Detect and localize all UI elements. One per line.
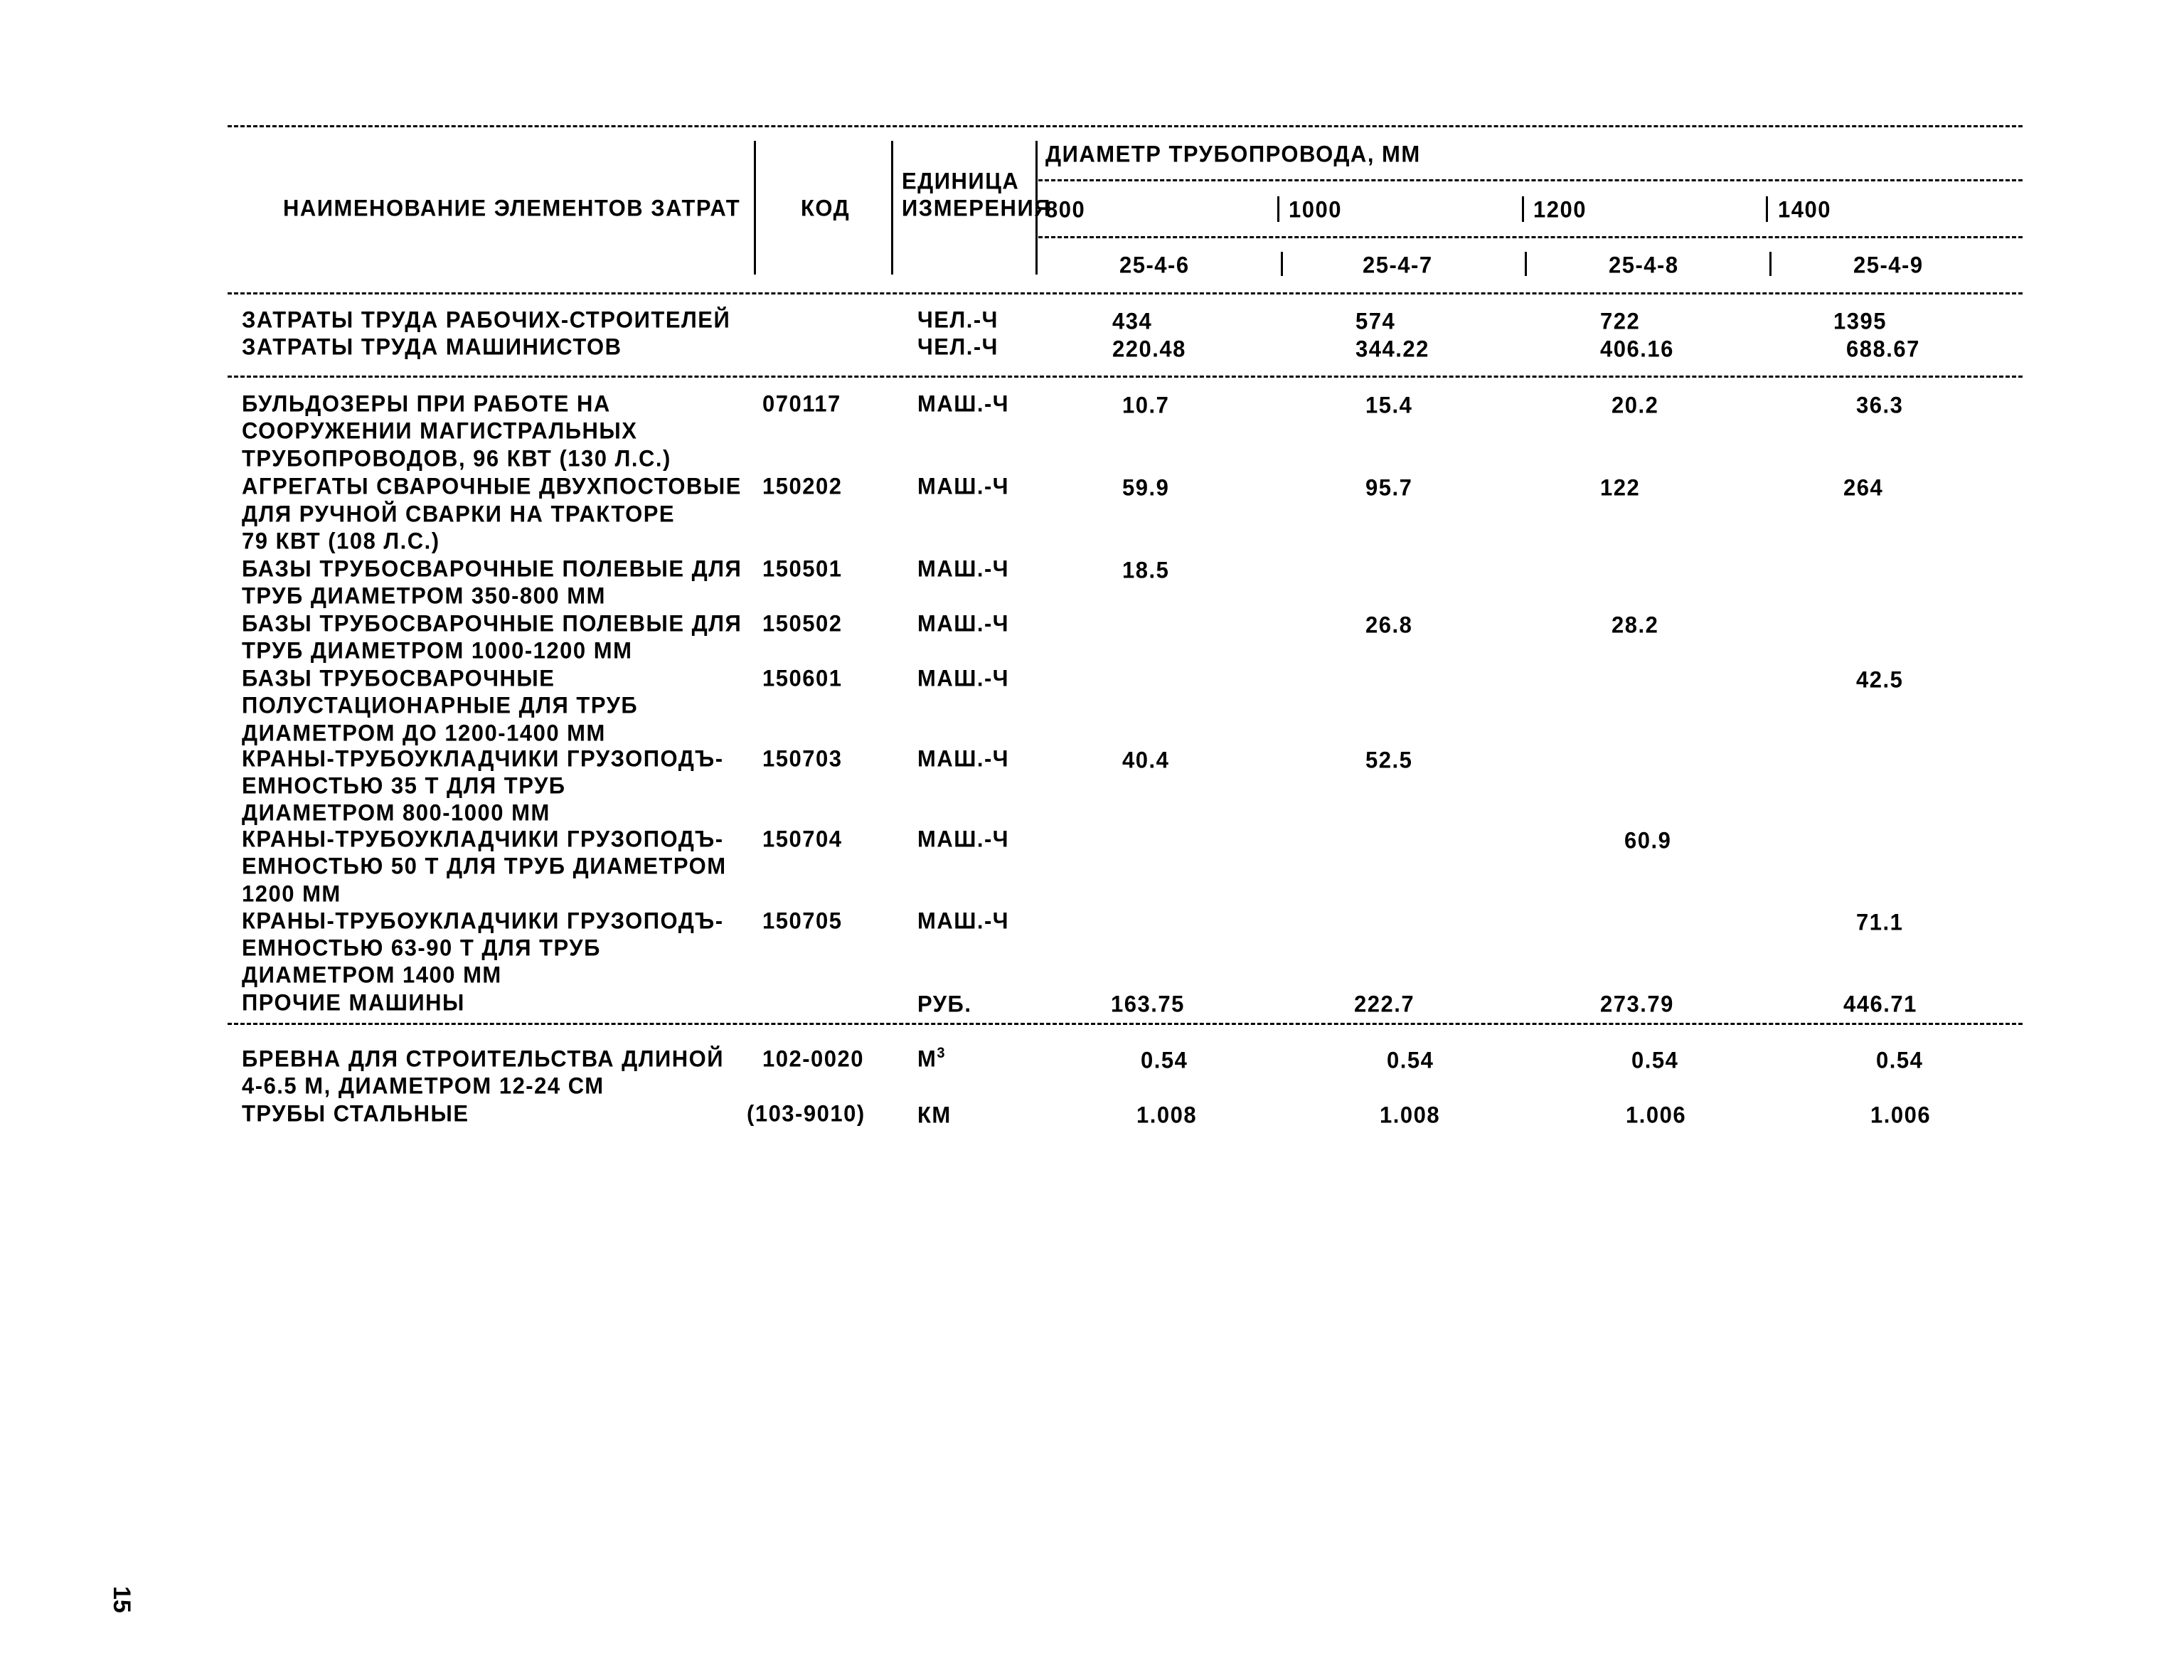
row-value-1200: 406.16 bbox=[1600, 335, 1674, 362]
row-name-line: ТРУБ ДИАМЕТРОМ 350-800 ММ bbox=[242, 582, 606, 609]
row-value-1400: 36.3 bbox=[1856, 391, 1904, 418]
header-norm-code-4: 25-4-9 bbox=[1853, 251, 1924, 278]
row-unit: МАШ.-Ч bbox=[917, 907, 1010, 934]
section1-bottom-rule bbox=[228, 376, 2023, 378]
header-divider-code3 bbox=[1525, 252, 1527, 276]
row-name-line: ДИАМЕТРОМ 800-1000 ММ bbox=[242, 799, 550, 826]
row-unit: МАШ.-Ч bbox=[917, 555, 1010, 582]
row-name-line: ЕМНОСТЬЮ 63-90 Т ДЛЯ ТРУБ bbox=[242, 934, 601, 961]
row-value-1200: 60.9 bbox=[1624, 826, 1672, 854]
row-name-line: ТРУБ ДИАМЕТРОМ 1000-1200 ММ bbox=[242, 637, 633, 664]
section2-bottom-rule bbox=[228, 1023, 2023, 1025]
row-value-800: 220.48 bbox=[1112, 335, 1186, 362]
row-name-line: СООРУЖЕНИИ МАГИСТРАЛЬНЫХ bbox=[242, 417, 638, 444]
header-diameter-group: ДИАМЕТР ТРУБОПРОВОДА, ММ bbox=[1045, 140, 1421, 167]
header-divider-code4 bbox=[1769, 252, 1772, 276]
row-name-line: 1200 ММ bbox=[242, 880, 341, 907]
row-name-line: БУЛЬДОЗЕРЫ ПРИ РАБОТЕ НА bbox=[242, 390, 611, 417]
row-unit: МАШ.-Ч bbox=[917, 390, 1010, 417]
row-value-1200: 20.2 bbox=[1612, 391, 1659, 418]
unit-exponent: 3 bbox=[937, 1044, 946, 1062]
row-name-line: БАЗЫ ТРУБОСВАРОЧНЫЕ ПОЛЕВЫЕ ДЛЯ bbox=[242, 555, 742, 582]
row-name-line: ПОЛУСТАЦИОНАРНЫЕ ДЛЯ ТРУБ bbox=[242, 691, 639, 718]
row-code: 102-0020 bbox=[762, 1045, 865, 1072]
row-unit: МАШ.-Ч bbox=[917, 664, 1010, 691]
row-unit bbox=[917, 1044, 946, 1072]
row-value-800: 0.54 bbox=[1141, 1046, 1188, 1073]
row-code: 150703 bbox=[762, 745, 843, 772]
row-name-line: 79 КВТ (108 Л.С.) bbox=[242, 527, 440, 554]
header-divider-code2 bbox=[1281, 252, 1283, 276]
header-divider-code bbox=[891, 141, 893, 275]
row-name-line: КРАНЫ-ТРУБОУКЛАДЧИКИ ГРУЗОПОДЪ- bbox=[242, 745, 724, 772]
row-name-line: ПРОЧИЕ МАШИНЫ bbox=[242, 989, 465, 1016]
row-value-1200: 1.006 bbox=[1626, 1101, 1687, 1128]
row-name-line: 4-6.5 М, ДИАМЕТРОМ 12-24 СМ bbox=[242, 1072, 604, 1099]
row-value-1000: 95.7 bbox=[1365, 474, 1413, 501]
row-name-line: БАЗЫ ТРУБОСВАРОЧНЫЕ ПОЛЕВЫЕ ДЛЯ bbox=[242, 610, 742, 637]
row-name-line: КРАНЫ-ТРУБОУКЛАДЧИКИ ГРУЗОПОДЪ- bbox=[242, 825, 724, 852]
header-diameter-800: 800 bbox=[1045, 196, 1086, 223]
row-name-line: ЕМНОСТЬЮ 50 Т ДЛЯ ТРУБ ДИАМЕТРОМ bbox=[242, 852, 727, 879]
row-value-1400: 71.1 bbox=[1856, 908, 1904, 935]
row-value-800: 1.008 bbox=[1136, 1101, 1198, 1128]
row-unit: ЧЕЛ.-Ч bbox=[917, 306, 998, 333]
header-diameter-1400: 1400 bbox=[1778, 196, 1831, 223]
header-divider-1000 bbox=[1277, 196, 1279, 222]
row-value-800: 40.4 bbox=[1122, 746, 1170, 773]
unit-base: М bbox=[917, 1045, 937, 1072]
row-value-800: 163.75 bbox=[1111, 990, 1185, 1017]
header-name-column: НАИМЕНОВАНИЕ ЭЛЕМЕНТОВ ЗАТРАТ bbox=[283, 194, 741, 221]
row-unit bbox=[917, 1103, 952, 1127]
row-value-1000: 574 bbox=[1355, 307, 1396, 334]
header-bottom-rule bbox=[228, 292, 2023, 294]
row-code: 150601 bbox=[762, 664, 843, 691]
row-code: 070117 bbox=[762, 390, 841, 417]
header-code-column: КОД bbox=[801, 194, 851, 221]
row-name-line: ТРУБЫ СТАЛЬНЫЕ bbox=[242, 1100, 469, 1127]
page-number: 15 bbox=[108, 1586, 135, 1613]
unit-base: КМ bbox=[917, 1101, 952, 1128]
header-unit-line2: ИЗМЕРЕНИЯ bbox=[902, 194, 1052, 221]
row-value-1000: 52.5 bbox=[1365, 746, 1413, 773]
row-unit: РУБ. bbox=[917, 990, 972, 1017]
row-code: 150501 bbox=[762, 555, 843, 582]
row-value-1200: 122 bbox=[1600, 474, 1641, 501]
row-value-1200: 722 bbox=[1600, 307, 1641, 334]
row-name: ЗАТРАТЫ ТРУДА МАШИНИСТОВ bbox=[242, 333, 622, 360]
row-value-1000: 1.008 bbox=[1380, 1101, 1441, 1128]
row-name-line: БАЗЫ ТРУБОСВАРОЧНЫЕ bbox=[242, 664, 555, 691]
header-norm-code-1: 25-4-6 bbox=[1119, 251, 1190, 278]
row-name-line: ДИАМЕТРОМ 1400 ММ bbox=[242, 961, 502, 988]
row-name-line: ДИАМЕТРОМ ДО 1200-1400 ММ bbox=[242, 719, 606, 746]
row-name: ЗАТРАТЫ ТРУДА РАБОЧИХ-СТРОИТЕЛЕЙ bbox=[242, 306, 731, 333]
header-divider-1400 bbox=[1766, 196, 1768, 222]
row-code: 150202 bbox=[762, 472, 843, 499]
row-value-800: 59.9 bbox=[1122, 474, 1170, 501]
header-divider-1200 bbox=[1522, 196, 1524, 222]
header-unit-line1: ЕДИНИЦА bbox=[902, 167, 1020, 194]
header-diameter-1000: 1000 bbox=[1289, 196, 1342, 223]
row-value-1400: 1395 bbox=[1833, 307, 1887, 334]
row-value-1400: 42.5 bbox=[1856, 666, 1904, 693]
row-value-1000: 222.7 bbox=[1354, 990, 1415, 1017]
row-name-line: КРАНЫ-ТРУБОУКЛАДЧИКИ ГРУЗОПОДЪ- bbox=[242, 907, 724, 934]
row-value-800: 434 bbox=[1112, 307, 1153, 334]
row-value-1400: 0.54 bbox=[1876, 1046, 1924, 1073]
row-code: 150502 bbox=[762, 610, 843, 637]
row-code: 150705 bbox=[762, 907, 843, 934]
row-value-1400: 264 bbox=[1843, 474, 1884, 501]
row-code: (103-9010) bbox=[747, 1100, 865, 1127]
row-value-1000: 15.4 bbox=[1365, 391, 1413, 418]
row-name-line: АГРЕГАТЫ СВАРОЧНЫЕ ДВУХПОСТОВЫЕ bbox=[242, 472, 742, 499]
row-value-800: 18.5 bbox=[1122, 556, 1170, 583]
header-subrule bbox=[1038, 236, 2023, 238]
row-value-800: 10.7 bbox=[1122, 391, 1170, 418]
row-value-1000: 26.8 bbox=[1365, 611, 1413, 638]
row-name-line: ЕМНОСТЬЮ 35 Т ДЛЯ ТРУБ bbox=[242, 772, 566, 799]
row-unit: МАШ.-Ч bbox=[917, 825, 1010, 852]
row-name-line: ТРУБОПРОВОДОВ, 96 КВТ (130 Л.С.) bbox=[242, 445, 671, 472]
row-unit: МАШ.-Ч bbox=[917, 745, 1010, 772]
row-unit: ЧЕЛ.-Ч bbox=[917, 333, 998, 360]
row-name-line: ДЛЯ РУЧНОЙ СВАРКИ НА ТРАКТОРЕ bbox=[242, 500, 676, 527]
row-value-1400: 688.67 bbox=[1846, 335, 1920, 362]
table-top-rule bbox=[228, 125, 2023, 127]
row-value-1000: 0.54 bbox=[1387, 1046, 1434, 1073]
row-value-1200: 0.54 bbox=[1631, 1046, 1679, 1073]
header-norm-code-3: 25-4-8 bbox=[1609, 251, 1679, 278]
header-norm-code-2: 25-4-7 bbox=[1363, 251, 1433, 278]
row-value-1400: 1.006 bbox=[1870, 1101, 1932, 1128]
header-group-rule bbox=[1038, 179, 2023, 181]
row-unit: МАШ.-Ч bbox=[917, 472, 1010, 499]
row-value-1000: 344.22 bbox=[1355, 335, 1429, 362]
header-divider-name bbox=[754, 141, 756, 275]
row-name-line: БРЕВНА ДЛЯ СТРОИТЕЛЬСТВА ДЛИНОЙ bbox=[242, 1045, 725, 1072]
row-code: 150704 bbox=[762, 825, 843, 852]
row-unit: МАШ.-Ч bbox=[917, 610, 1010, 637]
row-value-1200: 28.2 bbox=[1612, 611, 1659, 638]
row-value-1400: 446.71 bbox=[1843, 990, 1917, 1017]
row-value-1200: 273.79 bbox=[1600, 990, 1674, 1017]
header-diameter-1200: 1200 bbox=[1533, 196, 1587, 223]
